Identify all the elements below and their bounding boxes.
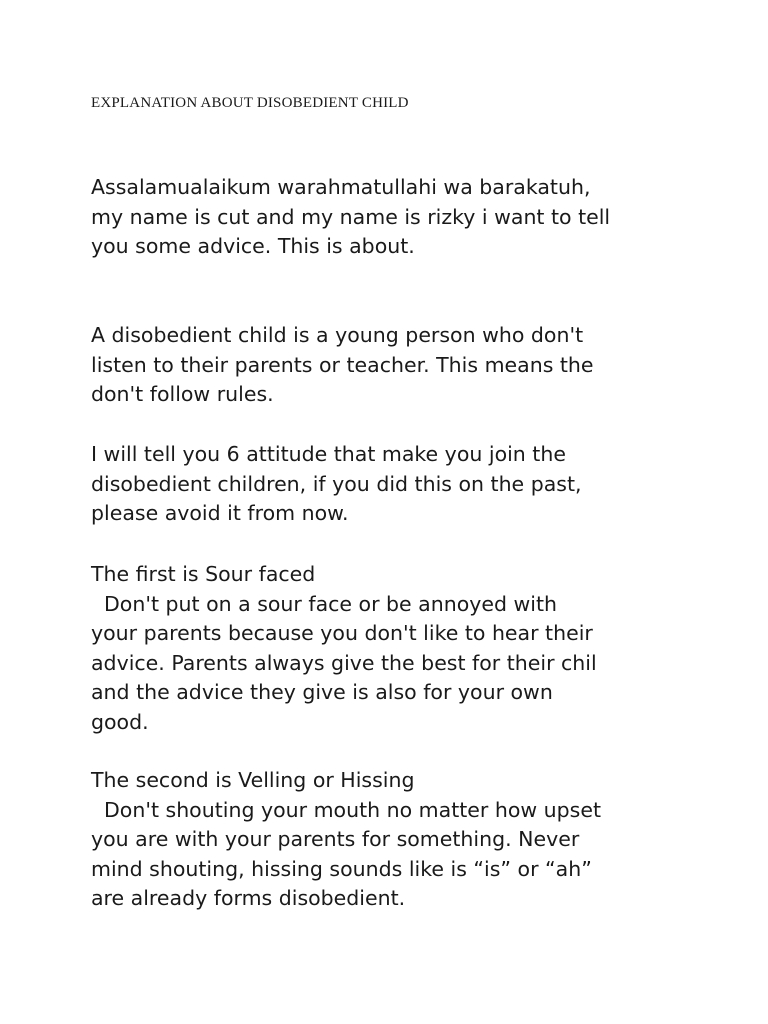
paragraph-line: please avoid it from now. xyxy=(91,501,349,526)
first-attitude-section xyxy=(91,560,691,738)
document-title: EXPLANATION ABOUT DISOBEDIENT CHILD xyxy=(91,95,409,111)
paragraph-line: A disobedient child is a young person who don't xyxy=(91,323,584,347)
paragraph-line: my name is cut and my name is rizky i want to tell xyxy=(91,204,611,229)
paragraph-line: listen to their parents or teacher. This means the xyxy=(91,352,594,377)
paragraph-line: Don't shouting your mouth no matter how upset xyxy=(104,797,602,822)
paragraph-line: your parents because you don't like to hear their xyxy=(91,621,593,646)
paragraph-line: Don't put on a sour face or be annoyed with xyxy=(104,591,558,616)
section-heading: The second is Velling or Hissing xyxy=(91,768,415,792)
paragraph-line: disobedient children, if you did this on the past, xyxy=(91,471,582,496)
paragraph-line: advice. Parents always give the best for their chil xyxy=(91,650,597,675)
paragraph-line: and the advice they give is also for your own xyxy=(91,680,553,705)
paragraph-line: are already forms disobedient. xyxy=(91,886,406,911)
paragraph-line: I will tell you 6 attitude that make you join the xyxy=(91,442,566,466)
definition-paragraph xyxy=(91,321,691,410)
paragraph-line: don't follow rules. xyxy=(91,382,274,407)
second-attitude-section xyxy=(91,766,691,914)
paragraph-line: you are with your parents for something. Never xyxy=(91,827,580,852)
intro-paragraph xyxy=(91,440,691,529)
paragraph-line: good. xyxy=(91,709,149,734)
paragraph-line: you some advice. This is about. xyxy=(91,234,415,259)
greeting-paragraph xyxy=(91,173,691,262)
section-heading: The first is Sour faced xyxy=(91,562,316,586)
paragraph-line: mind shouting, hissing sounds like is “is” or “ah” xyxy=(91,856,592,881)
paragraph-line: Assalamualaikum warahmatullahi wa barakatuh, xyxy=(91,175,591,199)
